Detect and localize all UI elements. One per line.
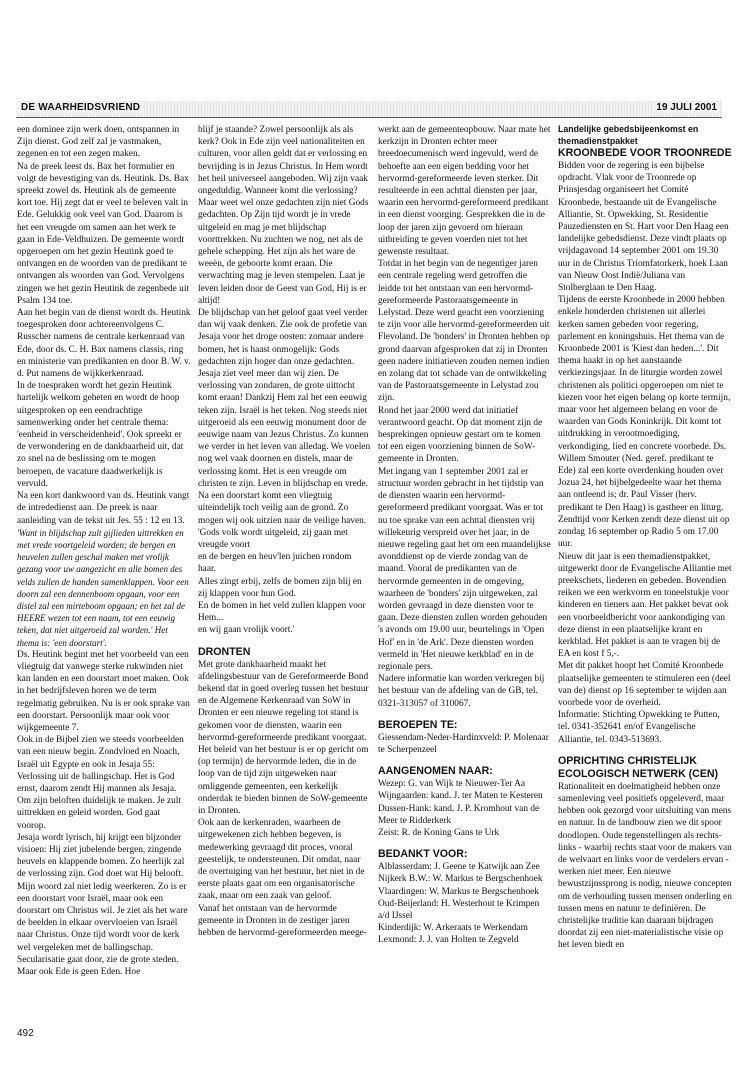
paragraph: De blijdschap van het geloof gaat veel verder dan wij vaak denken. Zie ook de profetie van Jesaja voor het droge oosten: zomaar andere bomen, het is haast onmogelijk: Gods gedachten zijn hoger dan onze gedachten. Jesaja ziet veel meer dan wij zien. De verlossing van zondaren, de grote uittocht komt eraan! Dankzij Hem zal het een eeuwig teken zijn. Israël is het teken. Nog steeds niet uitgeroeid als een eeuwig monument door de eeuwige naam van Jezus Christus. Zo kunnen we verder in het leven van alledag. We voelen nog wel vaak doornen en distels, maar de verlossing komt. Het is een vreugde om christen te zijn. Leven in blijdschap en vrede. Na een doorstart komt een vliegtuig uiteindelijk toch veilig aan de grond. Zo mogen wij ook uitzien naar de veilige haven. [198, 308, 371, 526]
page-header [16, 101, 722, 118]
list-item: Lexmond: J. J. van Holten te Zegveld [378, 935, 519, 946]
paragraph: Bidden voor de regering is een bijbelse opdracht. Vlak voor de Troonrede op Prinsjesdag organiseert het Comité Kroonbede, bestaande uit de Evangelische Alliantie, St. Opwekking, St. Residentie Pauzediensten en St. Hart voor Den Haag een landelijke gebedsdienst. Deze vindt plaats op vrijdagavond 14 september 2001 om 19.30 uur in de Christus Triomfatorkerk, hoek Laan van Nieuw Oost Indië/Juliana van Stolberglaan te Den Haag. [558, 161, 729, 294]
poem-line: en de bergen en heuv'len juichen rondom haar. [198, 552, 352, 575]
paragraph: Jesaja wordt lyrisch, hij krijgt een bijzonder visioen: Hij ziet jubelende bergen, zingende heuvels en klappende bomen. Zo heerlijk zal de verlossing zijn. God doet wat Hij belooft. Mijn woord zal niet ledig weerkeren. Zo is er een doorstart voor Israël, maar ook een doorstart om Christus wil. Je ziet als het ware de beelden in elkaar overvloeien van Israël naar Christus. Onze tijd wordt voor de kerk wel vergeleken met de ballingschap. Secularisatie gaat door, zie de grote steden. Maar ook Ede is geen Eden. Hoe [17, 832, 188, 978]
article-heading-kroonbede: KROONBEDE VOOR TROONREDE [558, 147, 732, 159]
paragraph: Rond het jaar 2000 werd dat initiatief verantwoord geacht. Op dat moment zijn de besprekingen opnieuw gestart om te komen tot een eigen voorziening binnen de SoW-gemeente in Dronten. [378, 405, 543, 465]
list-item: Nijkerk B.W.: W. Markus te Bergschenhoek [378, 874, 543, 885]
list-item: Wezep: G. van Wijk te Nieuwer-Ter Aa [378, 779, 526, 790]
section-heading-dronten: DRONTEN [198, 645, 251, 658]
list-item: Zeist: R. de Koning Gans te Urk [378, 827, 500, 838]
section-heading-aangenomen: AANGENOMEN NAAR: [378, 765, 493, 778]
list-item: Dussen-Hank: kand. J. P. Kromhout van de Meer te Ridderkerk [378, 803, 540, 826]
paragraph: Informatie: Stichting Opwekking te Putten, tel. 0341-352641 en/of Evangelische Alliantie, tel. 0343-513693. [558, 710, 720, 745]
paragraph: Aan het begin van de dienst wordt ds. Heutink toegesproken door achtereenvolgens C. Russcher namens de centrale kerkenraad van Ede, door ds. C. H. Bax namens classis, ring en ministerie van predikanten en door B. W. v. d. Put namens de wijkkerkenraad. [17, 308, 191, 380]
paragraph: Na een kort dankwoord van ds. Heutink vangt de intrededienst aan. De preek is naar aanleiding van de tekst uit Jes. 55 : 12 en 13. [17, 491, 190, 526]
paragraph: blijf je staande? Zowel persoonlijk als als kerk? Ook in Ede zijn veel nationaliteiten en culturen, voor allen geldt dat er verlossing en bevrijding is in Jezus Christus. In Hem wordt het heil universeel aangeboden. Wij zijn vaak ongeduldig. Wanneer komt die verlossing? Maar weet wel onze gedachten zijn niet Gods gedachten. Op Zijn tijd wordt je in vrede uitgeleid en mag je met blijdschap voorttrekken. Nu zuchten we nog, net als de gehele schepping. Het zijn als het ware de weeën, de geboorte komt eraan. Die verwachting mag je leven stempelen. Laat je leven leiden door de Geest van God, Hij is er altijd! [198, 125, 369, 306]
article-kicker: Landelijke gebedsbijeenkomst en themadienstpakket [558, 124, 699, 146]
paragraph: Tijdens de eerste Kroonbede in 2000 hebben enkele honderden christenen uit allerlei kerken samen gebeden voor regering, parlement en koningshuis. Het thema van de Kroonbede 2001 is 'Kiest dan heden...'. Dit thema haakt in op het aanstaande verkiezingsjaar. In de liturgie worden zowel christenen als politici opgeroepen om niet te kiezen voor het eigen belang op korte termijn, maar voor het algemeen belang en voor de waarden van Gods Koninkrijk. Dit komt tot uitdrukking in verootmoediging, verkondiging, lied en concrete voorbede. Ds. Willem Smouter (Ned. geref. predikant te Ede) zal een korte overdenking houden over Jozua 24, het bijbelgedeelte waar het thema aan ontleend is; dr. Paul Visser (herv. predikant te Den Haag) is gastheer en liturg. Zendtijd voor Kerken zendt deze dienst uit op zondag 16 september op Radio 5 om 17.00 uur. [558, 295, 731, 550]
paragraph: Nadere informatie kan worden verkregen bij het bestuur van de afdeling van de GB, tel. 0321-313057 of 310067. [378, 674, 545, 709]
paragraph: Ds. Heutink begint met het voorbeeld van een vliegtuig dat vanwege sterke rukwinden niet kan landen en een doorstart moet maken. Ook in het bedrijfsleven horen we de term regelmatig gebruiken. Nu is er ook sprake van een doorstart. Persoonlijk maar ook voor wijkgemeente 7. [17, 649, 190, 733]
poem-line: En de bomen in het veld zullen klappen voor Hem... [198, 600, 366, 624]
list-item: Giessendam-Neder-Hardinxveld: P. Molenaar te Scherpenzeel [378, 732, 549, 755]
poem-line: en wij gaan vrolijk voort.' [198, 625, 295, 636]
paragraph: Met grote dankbaarheid maakt het afdelingsbestuur van de Gereformeerde Bond bekend dat in goed overleg tussen het bestuur en de Algemene Kerkenraad van SoW in Dronten er een nieuwe regeling tot stand is gekomen voor de diensten, waarin een hervormd-gereformeerde predikant voorgaat. Het beleid van het bestuur is er op gericht om (op termijn) de hervormde leden, die in de loop van de tijd zijn uitgeweken naar omliggende gemeenten, een kerkelijk onderdak te bieden binnen de SoW-gemeente in Dronten. [198, 659, 369, 816]
paragraph: Totdat in het begin van de negentiger jaren een centrale regeling werd getroffen die leidde tot het ontstaan van een hervormd-gereformeerde Pastoraatsgemeente in Lelystad. Deze werd geacht een voorziening te zijn voor alle hervormd-gereformeerden uit Flevoland. De 'bonders' in Dronten hebben op grond daarvan afgesproken dat zij in Dronten geen nadere initiatieven zouden nemen indien en zolang dat tot schade van de ontwikkeling van de Pastoraatsgemeente in Lelystad zou zijn. [378, 259, 550, 404]
paragraph: In de toespraken wordt het gezin Heutink hartelijk welkom geheten en wordt de hoop uitgesproken op een eendrachtige samenwerking onder het centrale thema: 'eenheid in verscheidenheid'. Ook spreekt er de verwondering en de dankbaarheid uit, dat zo snel na de beslissing om te mogen beroepen, de vacature daadwerkelijk is vervuld. [17, 381, 184, 489]
paragraph: Ook in de Bijbel zien we steeds voorbeelden van een nieuw begin. Zondvloed en Noach, Israël uit Egypte en ook in Jesaja 55: Verlossing uit de ballingschap. Het is God ernst, daarom zendt Hij mannen als Jesaja. Om zijn beloften duidelijk te maken. Je zult uittrekken en geleid worden. God gaat voorop. [17, 735, 184, 831]
column-1 [17, 124, 191, 1029]
paragraph: Vanaf het ontstaan van de hervormde gemeente in Dronten in de zestiger jaren hebben de hervormd-gereformeerden meege- [198, 903, 367, 938]
scripture-quote: 'Want in blijdschap zult gijlieden uittrekken en met vrede voortgeleid worden; de bergen en heuvelen zullen geschal maken met vrolijk gezang voor uw aangezicht en alle bomen des velds zullen de handen samenklappen. Voor een doorn zal een dennenboom opgaan, voor een distel zal een mirteboom opgaan; en het zal de HEERE wezen tot een naam, tot een eeuwig teken, dat niet uitgeroeid zal worden.' Het thema is: 'een doorstart'. [17, 527, 189, 648]
column-2 [198, 124, 371, 1029]
article-heading-cen: OPRICHTING CHRISTELIJK ECOLOGISCH NETWERK (CEN) [558, 754, 719, 780]
paragraph: Met dit pakket hoopt het Comité Kroonbede plaatselijke gemeenten te stimuleren een (deel van de) dienst op 16 september te wijden aan voorbede voor de overheid. [558, 661, 731, 708]
paragraph: werkt aan de gemeenteopbouw. Naar mate het kerkzijn in Dronten echter meer breedoecumenisch werd ingevuld, werd de behoefte aan een eigen bedding voor het hervormd-gereformeerde leven sterker. Dit resulteerde in een achttal diensten per jaar, waarin een hervormd-gereformeerd predikant in een dienst voorging. Gesprekken die in de loop der jaren zijn gevoerd om hieraan uitbreiding te geven voerden niet tot het gewenste resultaat. [378, 125, 551, 258]
poem-line: Alles zingt erbij, zelfs de bomen zijn blij en zij klappen voor hun God. [198, 576, 362, 599]
column-3 [378, 124, 552, 1029]
column-4 [558, 124, 732, 1029]
poem-line: 'Gods volk wordt uitgeleid, zij gaan met vreugde voort [198, 527, 348, 550]
issue-date: 19 JULI 2001 [653, 102, 720, 113]
section-heading-beroepen: BEROEPEN TE: [378, 718, 458, 731]
list-item: Kinderdijk: W. Arkeraats te Werkendam [378, 923, 528, 934]
paragraph: Na de preek leest ds. Bax het formulier en volgt de bevestiging van ds. Heutink. Ds. Bax spreekt zowel ds. Heutink als de gemeente kort toe. Hij zegt dat er veel te beleven valt in Ede. Gelukkig ook veel van God. Daarom is het een vreugde om samen aan het werk te gaan in Ede-Veldhuizen. De gemeente wordt opgeroepen om het gezin Heutink goed te ontvangen en de woorden van de predikant te ontvangen als woorden van God. Vervolgens zingen we het gezin Heutink de zegenbede uit Psalm 134 toe. [17, 161, 190, 306]
list-item: Vlaardingen: W. Markus te Bergschenhoek [378, 886, 539, 897]
paragraph: Rationaliteit en doelmatigheid hebben onze samenleving veel positiefs opgeleverd, maar hebben ook gezorgd voor uitsluiting van mens en natuur. In de landbouw zien we dit spoor doodlopen. Oude tegenstellingen als rechts-links - waarbij rechts staat voor de makers van de welvaart en links voor de verdelers ervan - werken niet meer. Een nieuwe bewustzijnssprong is nodig, nieuwe concepten om de verhouding tussen mensen onderling en tussen mens en natuur te definiëren. De christelijke traditie kan daaraan bijdragen doordat zij een niet-materialistische visie op het leven biedt en [558, 781, 732, 951]
list-item: Wijngaarden: kand. J. ter Maten te Kesteren [378, 791, 543, 802]
paragraph: Nieuw dit jaar is een themadienstpakket, uitgewerkt door de Evangelische Alliantie met preekschets, liederen en gebeden. Bovendien reiken we een werkvorm en toneelstukje voor kinderen en tieners aan. Het pakket bevat ook een voorbeeldbericht voor aankondiging van deze dienst in een plaatselijke krant en kerkblad. Het pakket is aan te vragen bij de EA en kost f 5,-. [558, 551, 732, 660]
page-number: 492 [17, 1028, 34, 1039]
paragraph: Met ingang van 1 september 2001 zal er structuur worden gebracht in het tijdstip van de diensten waarin een hervormd-gereformeerd predikant voorgaat. Was er tot nu toe sprake van een achttal diensten vrij willekeurig verspreid over het jaar, in de nieuwe regeling gaat het om een maandelijkse avonddienst op de vierde zondag van de maand. Vooral de predikanten van de hervormde gemeenten in de omgeving, waarheen de 'bonders' zijn uitgeweken, zal worden gevraagd in deze diensten voor te gaan. Deze diensten zullen worden gehouden 's avonds om 19.00 uur, beurtelings in 'Open Hof' en in 'de Ark'. Deze diensten worden vermeld in 'Het nieuwe kerkblad' en in de regionale pers. [378, 466, 551, 672]
masthead: DE WAARHEIDSVRIEND [18, 102, 143, 113]
paragraph: Ook aan de kerkenraden, waarheen de uitgewekenen zich hebben begeven, is medewerking gevraagd dit proces, vooral geestelijk, te ondersteunen. Dit omdat, naar de overtuiging van het bestuur, het niet in de eerste plaats gaat om een organisatorische zaak, maar om een zaak van geloof. [198, 818, 365, 902]
list-item: Oud-Beijerland: H. Westerhout te Krimpen a/d IJssel [378, 898, 540, 921]
section-heading-bedankt: BEDANKT VOOR: [378, 848, 468, 861]
list-item: Alblasserdam: J. Geene te Katwijk aan Zee [378, 862, 540, 873]
paragraph: een dominee zijn werk doen, ontspannen in Zijn dienst. God zelf zal je vastmaken, zegenen en tot een zegen maken. [17, 125, 180, 160]
